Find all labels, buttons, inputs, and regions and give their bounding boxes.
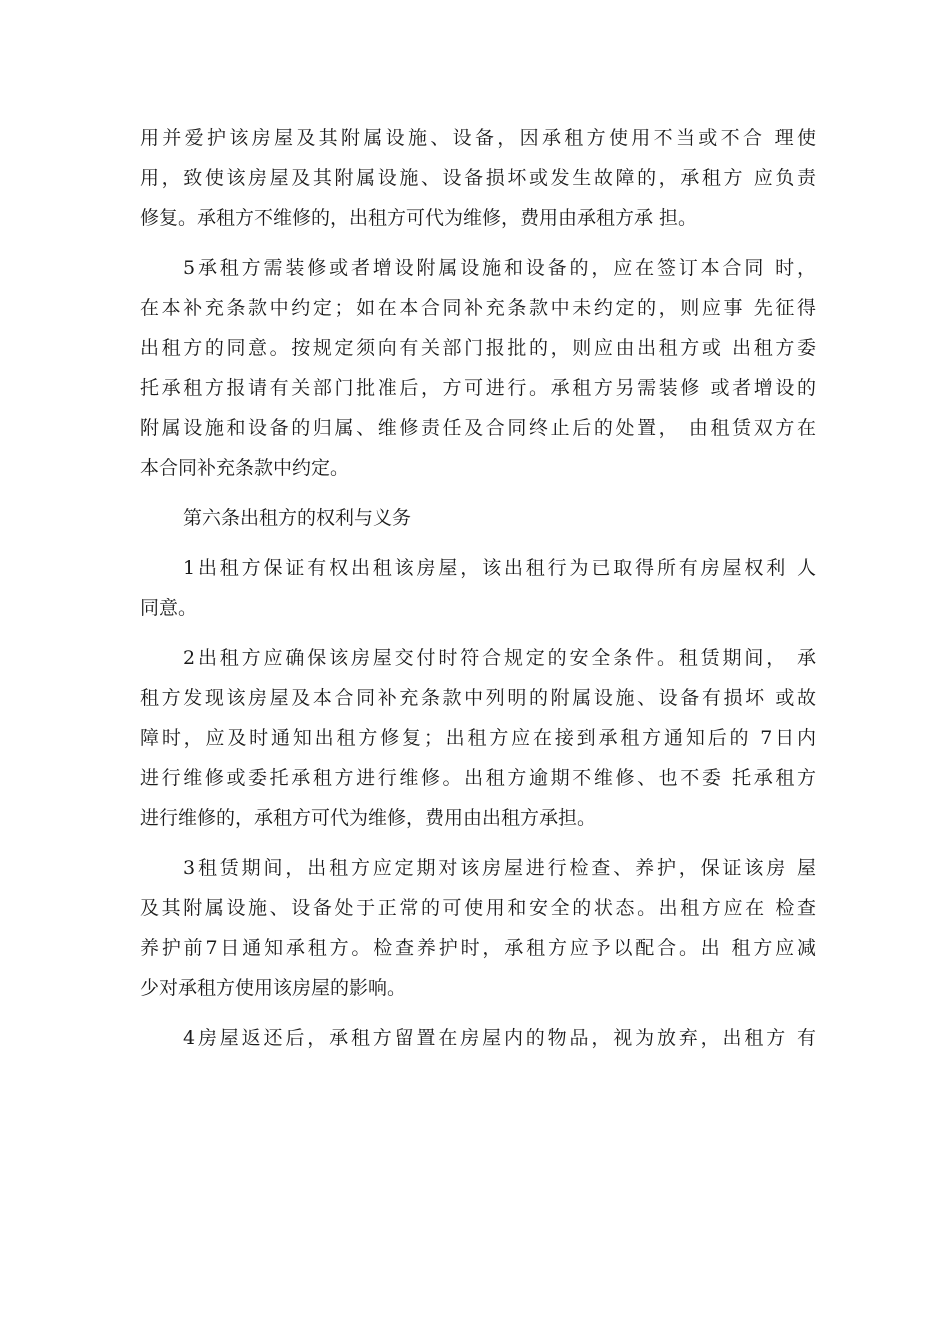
paragraph-gap: [140, 1008, 816, 1018]
text-line: 进行维修的，承租方可代为维修，费用由出租方承担。: [140, 807, 597, 829]
text-line: 1出租方保证有权出租该房屋，该出租行为已取得所有房屋权利 人: [183, 557, 816, 579]
text-line: 5承租方需装修或者增设附属设施和设备的，应在签订本合同 时，: [183, 257, 816, 279]
paragraph: [140, 1018, 816, 1058]
paragraph: [140, 848, 816, 1008]
heading-text: 第六条出租方的权利与义务: [183, 507, 412, 529]
text-line: 用，致使该房屋及其附属设施、设备损坏或发生故障的，承租方 应负责: [140, 167, 816, 189]
text-line: 托承租方报请有关部门批准后，方可进行。承租方另需装修 或者增设的: [140, 377, 816, 399]
text-line: 及其附属设施、设备处于正常的可使用和安全的状态。出租方应在 检查: [140, 897, 816, 919]
text-line: 进行维修或委托承租方进行维修。出租方逾期不维修、也不委 托承租方: [140, 767, 816, 789]
paragraph: [140, 118, 816, 238]
paragraph-gap: [140, 628, 816, 638]
text-line: 出租方的同意。按规定须向有关部门报批的，则应由出租方或 出租方委: [140, 337, 816, 359]
text-line: 附属设施和设备的归属、维修责任及合同终止后的处置， 由租赁双方在: [140, 417, 816, 439]
paragraph: [140, 638, 816, 838]
paragraph-gap: [140, 238, 816, 248]
text-line: 障时，应及时通知出租方修复；出租方应在接到承租方通知后的 7日内: [140, 727, 816, 749]
paragraph: [140, 248, 816, 488]
text-line: 修复。承租方不维修的，出租方可代为维修，费用由承租方承 担。: [140, 207, 698, 229]
text-line: 养护前7日通知承租方。检查养护时，承租方应予以配合。出 租方应减: [140, 937, 816, 959]
text-line: 用并爱护该房屋及其附属设施、设备，因承租方使用不当或不合 理使: [140, 127, 816, 149]
paragraph-gap: [140, 488, 816, 498]
text-line: 少对承租方使用该房屋的影响。: [140, 977, 407, 999]
document-body: [140, 118, 816, 1058]
section-heading: [140, 498, 816, 538]
text-line: 2出租方应确保该房屋交付时符合规定的安全条件。租赁期间， 承: [183, 647, 816, 669]
text-line: 同意。: [140, 597, 198, 619]
text-line: 4房屋返还后，承租方留置在房屋内的物品，视为放弃，出租方 有: [183, 1027, 816, 1049]
text-line: 在本补充条款中约定；如在本合同补充条款中未约定的，则应事 先征得: [140, 297, 816, 319]
text-line: 租方发现该房屋及本合同补充条款中列明的附属设施、设备有损坏 或故: [140, 687, 816, 709]
paragraph-gap: [140, 538, 816, 548]
paragraph: [140, 548, 816, 628]
text-line: 3租赁期间，出租方应定期对该房屋进行检查、养护，保证该房 屋: [183, 857, 816, 879]
paragraph-gap: [140, 838, 816, 848]
text-line: 本合同补充条款中约定。: [140, 457, 350, 479]
